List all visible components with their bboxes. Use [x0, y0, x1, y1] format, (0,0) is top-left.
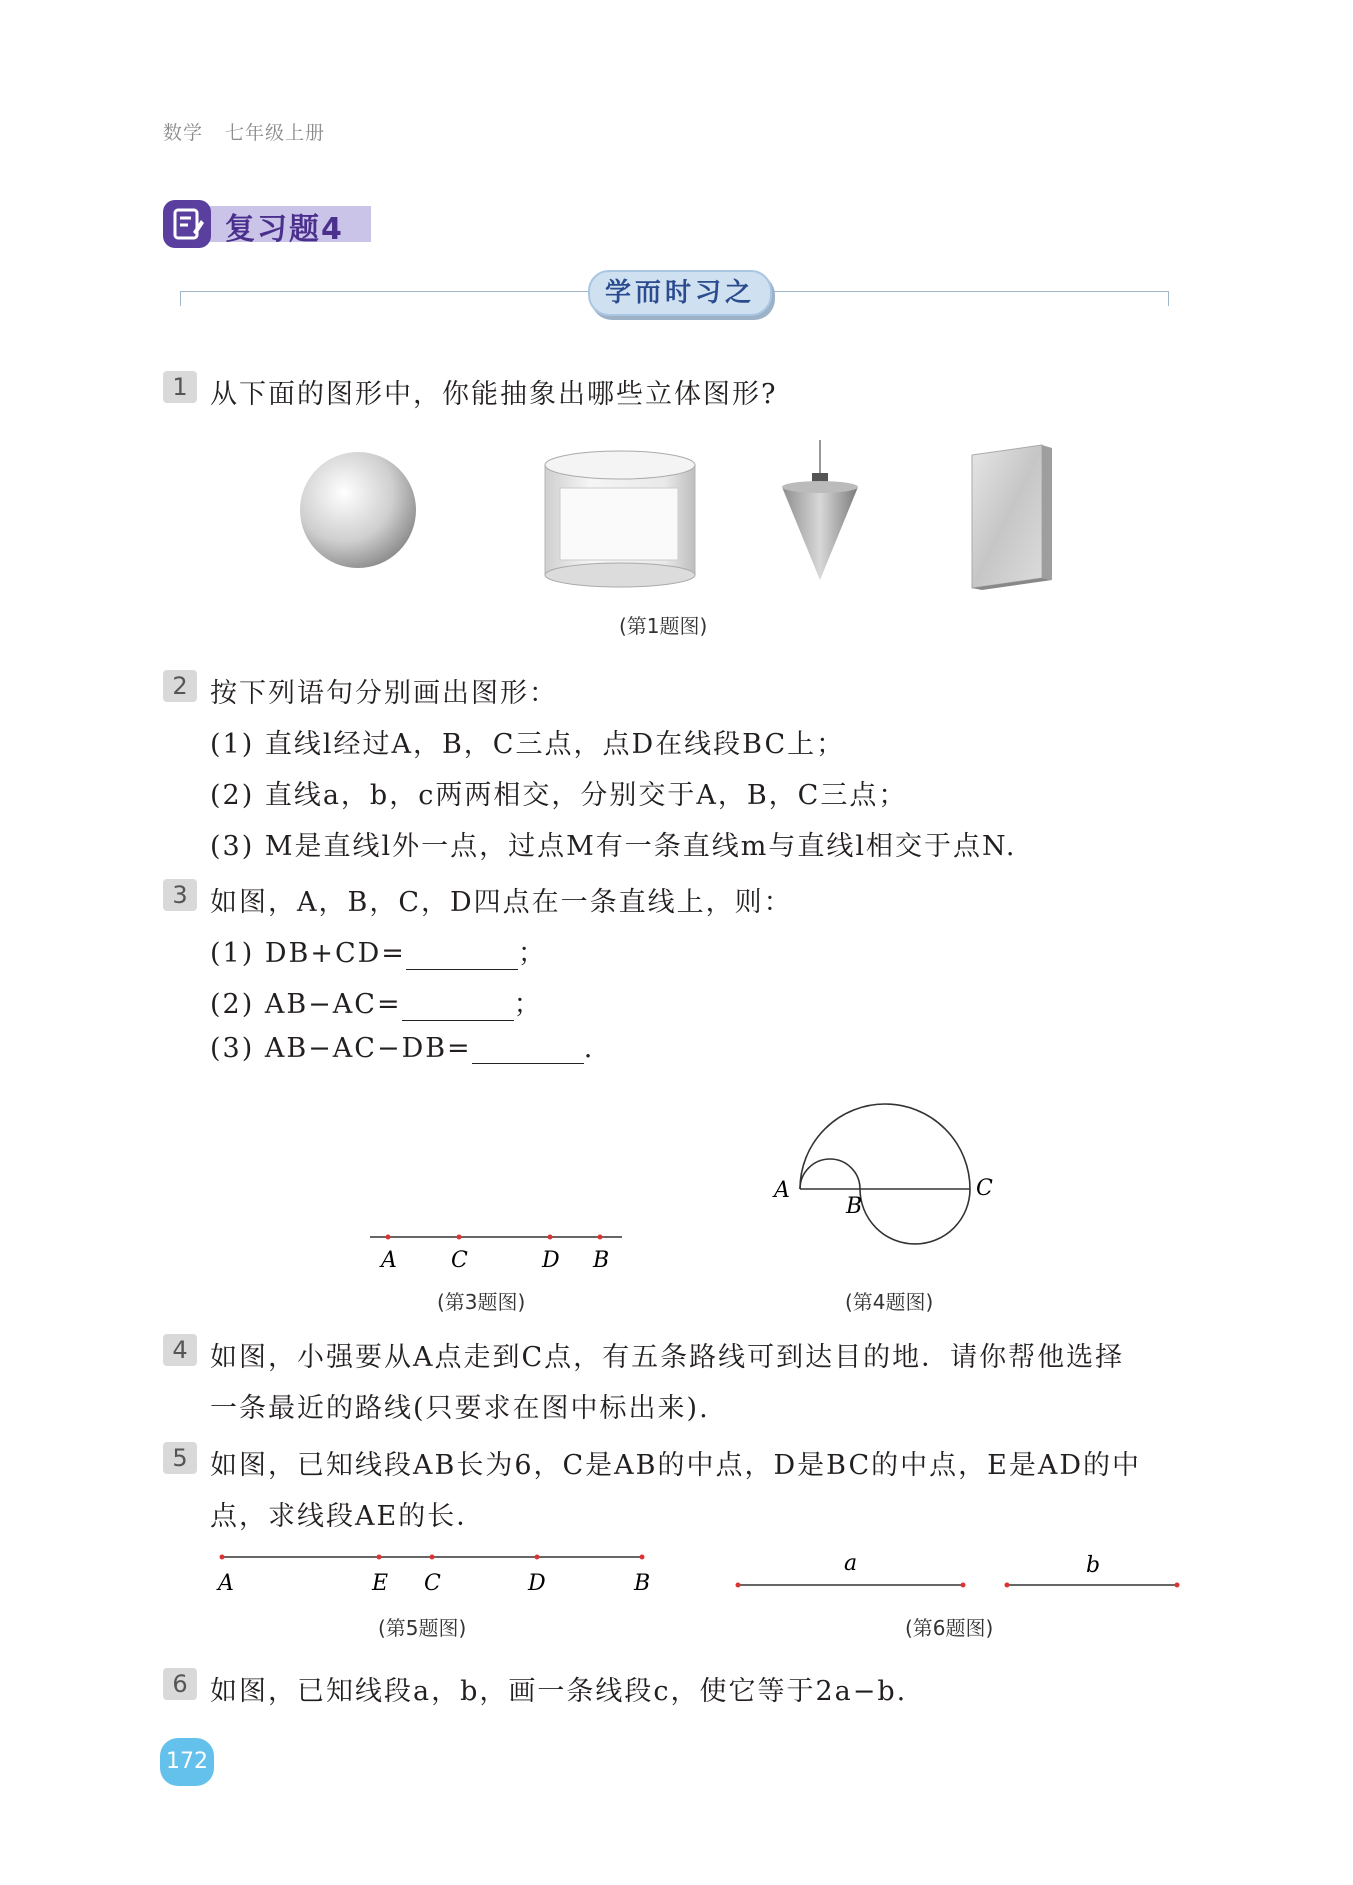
expression: (1) DB+CD=	[210, 938, 406, 969]
label-b: B	[846, 1194, 863, 1219]
section-title	[163, 200, 373, 247]
label-c: C	[976, 1176, 993, 1201]
question-subitem: (2) 直线a，b，c两两相交，分别交于A，B，C三点；	[210, 780, 908, 811]
question-text-line: 如图，小强要从A点走到C点，有五条路线可到达目的地．请你帮他选择	[210, 1342, 1125, 1373]
endpoint	[1005, 1583, 1010, 1588]
label-b: b	[1086, 1553, 1101, 1578]
endpoint	[1175, 1583, 1180, 1588]
question-number: 2	[163, 670, 197, 702]
upper-large-arc	[800, 1104, 970, 1189]
lower-arc	[860, 1189, 970, 1244]
point-c	[430, 1555, 435, 1560]
header-grade: 七年级上册	[225, 122, 326, 144]
question-text: 如图，已知线段a，b，画一条线段c，使它等于2a−b.	[210, 1676, 908, 1707]
figure-1-caption: (第1题图)	[619, 614, 708, 638]
endpoint	[736, 1583, 741, 1588]
label-a: A	[774, 1178, 790, 1203]
answer-blank	[472, 1037, 584, 1064]
question-number: 4	[163, 1334, 197, 1366]
label-e: E	[372, 1571, 389, 1596]
label-a: A	[218, 1571, 234, 1596]
answer-blank	[402, 994, 514, 1021]
figure-3-caption: (第3题图)	[437, 1290, 526, 1314]
label-a: a	[844, 1551, 858, 1576]
figure-6-caption: (第6题图)	[905, 1616, 994, 1640]
figure-4-diagram	[770, 1085, 1030, 1275]
label-c: C	[424, 1571, 441, 1596]
figure-6-diagram	[730, 1550, 1190, 1600]
page-number-badge	[160, 1738, 216, 1788]
point-e	[377, 1555, 382, 1560]
point-c	[457, 1235, 462, 1240]
header-subject: 数学	[163, 122, 204, 144]
point-d	[548, 1235, 553, 1240]
label-b: B	[634, 1571, 651, 1596]
label-c: C	[451, 1248, 468, 1273]
question-text-line: 如图，已知线段AB长为6，C是AB的中点，D是BC的中点，E是AD的中	[210, 1450, 1142, 1481]
question-text-line: 点，求线段AE的长．	[210, 1501, 486, 1532]
figure-4-caption: (第4题图)	[845, 1290, 934, 1314]
point-a	[220, 1555, 225, 1560]
label-d: D	[528, 1571, 546, 1596]
question-number: 3	[163, 879, 197, 911]
question-subitem: (3) AB−AC−DB= .	[210, 1033, 595, 1064]
label-d: D	[542, 1248, 560, 1273]
label-a: A	[381, 1248, 397, 1273]
point-b	[640, 1555, 645, 1560]
question-text: 按下列语句分别画出图形：	[210, 678, 558, 709]
point-d	[535, 1555, 540, 1560]
figure-1-objects	[290, 440, 1150, 590]
question-text: 如图，A，B，C，D四点在一条直线上，则：	[210, 887, 793, 918]
answer-blank	[406, 943, 518, 970]
cone-pendulum-image	[782, 440, 858, 580]
label-b: B	[593, 1248, 610, 1273]
upper-small-arc	[800, 1159, 860, 1189]
edit-note-icon	[163, 200, 211, 248]
question-text: 从下面的图形中，你能抽象出哪些立体图形?	[210, 379, 778, 410]
expression: (2) AB−AC=	[210, 989, 402, 1020]
cylinder-image	[545, 451, 695, 587]
question-subitem: (1) DB+CD= ；	[210, 938, 547, 969]
page-number: 172	[160, 1738, 214, 1786]
point-b	[598, 1235, 603, 1240]
question-text-line: 一条最近的路线(只要求在图中标出来).	[210, 1393, 710, 1424]
section-title-text: 复习题4	[225, 212, 344, 247]
point-a	[386, 1235, 391, 1240]
running-header	[163, 118, 325, 145]
question-subitem: (3) M是直线l外一点，过点M有一条直线m与直线l相交于点N.	[210, 831, 1017, 862]
endpoint	[961, 1583, 966, 1588]
question-number: 6	[163, 1668, 197, 1700]
question-subitem: (1) 直线l经过A，B，C三点，点D在线段BC上；	[210, 729, 846, 760]
figure-5-diagram	[210, 1545, 660, 1605]
question-subitem: (2) AB−AC= ；	[210, 989, 543, 1020]
banner-label: 学而时习之	[588, 270, 772, 316]
figure-3-diagram	[360, 1220, 640, 1280]
cuboid-book-image	[972, 445, 1052, 590]
figure-5-caption: (第5题图)	[378, 1616, 467, 1640]
sphere-image	[300, 452, 416, 568]
expression: (3) AB−AC−DB=	[210, 1033, 472, 1064]
question-number: 1	[163, 371, 197, 403]
question-number: 5	[163, 1442, 197, 1474]
